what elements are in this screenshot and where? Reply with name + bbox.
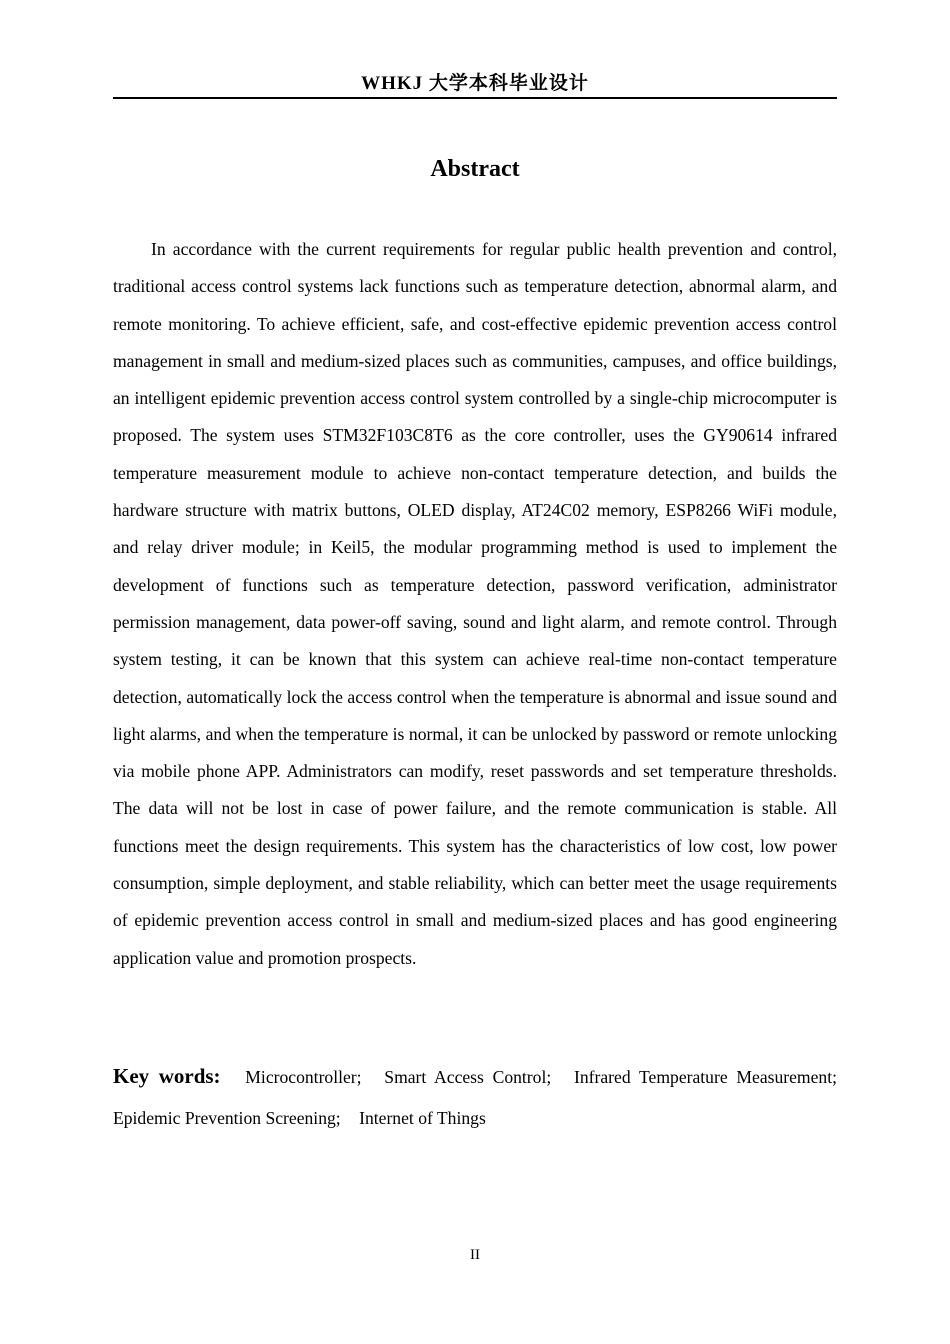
keywords-section (113, 1056, 837, 1139)
page-title: Abstract (430, 156, 520, 182)
page-number: II (470, 1247, 480, 1263)
keyword-item: Epidemic Prevention Screening; (113, 1108, 341, 1128)
running-header: WHKJ 大学本科毕业设计 (361, 73, 589, 94)
header-divider (113, 97, 837, 99)
abstract-paragraph: In accordance with the current requirements for regular public health prevention and control, traditional access control systems lack functions such as temperature detection, abnormal alarm, and remote monitoring. To achieve efficient, safe, and cost-effective epidemic prevention access control management in small and medium-sized places such as communities, campuses, and office buildings, an intelligent epidemic prevention access control system controlled by a single-chip microcomputer is proposed. The system uses STM32F103C8T6 as the core controller, uses the GY90614 infrared temperature measurement module to achieve non-contact temperature detection, and builds the hardware structure with matrix buttons, OLED display, AT24C02 memory, ESP8266 WiFi module, and relay driver module; in Keil5, the modular programming method is used to implement the development of functions such as temperature detection, password verification, administrator permission management, data power-off saving, sound and light alarm, and remote control. Through system testing, it can be known that this system can achieve real-time non-contact temperature detection, automatically lock the access control when the temperature is abnormal and issue sound and light alarms, and when the temperature is normal, it can be unlocked by password or remote unlocking via mobile phone APP. Administrators can modify, reset passwords and set temperature thresholds. The data will not be lost in case of power failure, and the remote communication is stable. All functions meet the design requirements. This system has the characteristics of low cost, low power consumption, simple deployment, and stable reliability, which can better meet the usage requirements of epidemic prevention access control in small and medium-sized places and has good engineering application value and promotion prospects. (113, 239, 837, 968)
keyword-item: Smart Access Control; (384, 1067, 552, 1087)
keywords-label: Key words: (113, 1064, 221, 1088)
keyword-item: Internet of Things (359, 1108, 486, 1128)
keyword-item: Microcontroller; (245, 1067, 362, 1087)
keyword-item: Infrared Temperature Measurement; (573, 1067, 838, 1087)
